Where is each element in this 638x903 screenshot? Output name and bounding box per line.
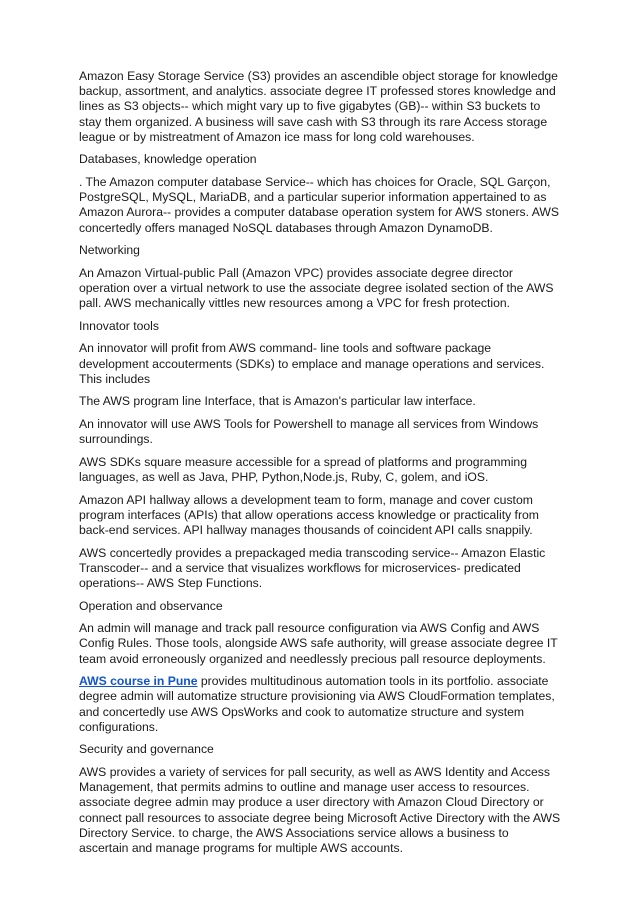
heading-networking: Networking	[79, 243, 140, 258]
paragraph-automation	[79, 674, 561, 735]
paragraph-s3: Amazon Easy Storage Service (S3) provides an ascendible object storage for knowledge backup, assortment, and analytics. associate degree IT professed stores knowledge and lines as S3 objects-- which might vary up to five gigabytes (GB)-- within S3 buckets to stay them organized. A business will save cash with S3 through its rare Access storage league or by mistreatment of Amazon ice mass for long cold warehouses.	[79, 69, 558, 144]
document-page	[79, 69, 561, 864]
paragraph-aws-cli: The AWS program line Interface, that is Amazon's particular law interface.	[79, 394, 476, 409]
paragraph-databases: . The Amazon computer database Service-- which has choices for Oracle, SQL Garçon, PostgreSQL, MySQL, MariaDB, and a particular superior information appertained to as Amazon Aurora-- provides a computer database operation system for AWS stoners. AWS concertedly offers managed NoSQL databases through Amazon DynamoDB.	[79, 175, 560, 235]
paragraph-innovator-tools: An innovator will profit from AWS command- line tools and software package development accouterments (SDKs) to emplace and manage operations and services. This includes	[79, 341, 545, 386]
paragraph-automation-text: provides multitudinous automation tools in its portfolio. associate degree admin will automatize structure provisioning via AWS CloudFormation templates, and concertedly use AWS OpsWorks and cook to automatize structure and system configurations.	[79, 674, 555, 734]
heading-databases: Databases, knowledge operation	[79, 152, 257, 167]
paragraph-transcoder: AWS concertedly provides a prepackaged media transcoding service-- Amazon Elastic Transcoder-- and a service that visualizes workflows for microservices- predicated operations-- AWS Step Functions.	[79, 545, 546, 590]
paragraph-sdks: AWS SDKs square measure accessible for a spread of platforms and programming languages, as well as Java, PHP, Python,Node.js, Ruby, C, golem, and iOS.	[79, 454, 527, 484]
heading-innovator-tools: Innovator tools	[79, 318, 159, 333]
paragraph-config: An admin will manage and track pall resource configuration via AWS Config and AWS Config Rules. Those tools, alongside AWS safe authority, will grease associate degree IT team avoid erroneously organized and needlessly precious pall resource deployments.	[79, 621, 558, 666]
paragraph-security: AWS provides a variety of services for pall security, as well as AWS Identity and Access Management, that permits admins to outline and manage user access to resources. associate degree admin may produce a user directory with Amazon Cloud Directory or connect pall resources to associate degree being Microsoft Active Directory with the AWS Directory Service. to charge, the AWS Associations service allows a business to ascertain and manage programs for multiple AWS accounts.	[79, 764, 561, 855]
paragraph-networking: An Amazon Virtual-public Pall (Amazon VPC) provides associate degree director operation over a virtual network to use the associate degree isolated section of the AWS pall. AWS mechanically vittles new resources among a VPC for fresh protection.	[79, 265, 554, 311]
paragraph-api-gateway: Amazon API hallway allows a development team to form, manage and cover custom program interfaces (APIs) that allow operations access knowledge or practicality from back-end services. API hallway manages thousands of coincident API calls snappily.	[79, 492, 539, 537]
heading-operation: Operation and observance	[79, 598, 223, 613]
paragraph-powershell: An innovator will use AWS Tools for Powershell to manage all services from Windows surroundings.	[79, 416, 539, 447]
aws-course-link[interactable]: AWS course in Pune	[79, 674, 198, 689]
heading-security: Security and governance	[79, 742, 214, 757]
